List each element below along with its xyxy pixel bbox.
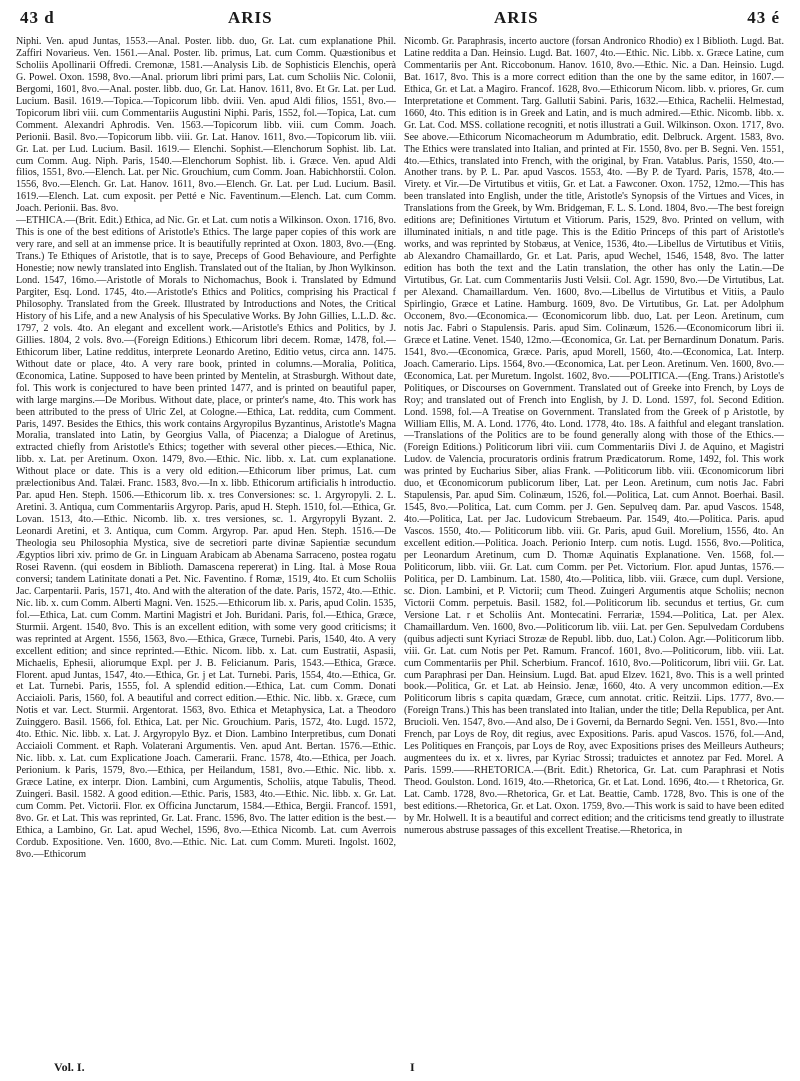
volume-signature: Vol. I. (54, 1060, 85, 1074)
left-column (16, 36, 396, 1077)
left-column-para-1: Niphi. Ven. apud Juntas, 1553.—Anal. Poster. libb. duo, Gr. Lat. cum explanatione Phil. Zaffiri Novarieus. Ven. 1561.—Anal. Poster. lib. primus, Lat. cum Comm. Quæstionibus et Scholiis Apollinarii Offredi. Cremonæ, 1581.—Analysis Lib. de Sophisticis Elenchis, operà G. Powel. Oxon. 1598, 8vo.—Anal. priorum libri primi pars, Lat. cum Scholiis Nic. Colonii, Bergomi, 1601, 8vo.—Anal. poster. libb. duo, Gr. Lat. Hanov. 1611, 8vo. Et Gr. Lat. per Lud. Lucium. Basil. 1619.—Topica.—Topicorum libb. dviii. Ven. apud Aldi filios, 1551, 8vo.—Topicorum libri viii. cum Commentariis Augustini Niphi. Paris, 1552, fol.—Topica, Lat. cum Comment. Alexandri Aphrodis. Ven. 1563.—Topicorum libb. viii. cum Comm. Joach. Perionii. Basil. 8vo.—Topicorum libb. viii. Gr. Lat. Hanov. 1611, 8vo.—Topicorum lib. viii. Gr. Lat. per Lud. Lucium. Basil. 1619.— Elenchi. Sophist.—Elenchorum Sophist. lib. Lat. cum Comm. Aug. Niph. Paris, 1540.—Elenchorum Sophist. lib. i. Græce. Ven. apud Aldi filios, 1551, 8vo.—Elench. Lat. per Nic. Grouchium, cum Comm. Joan. Habichhorstii. Colon. 1556, 8vo.—Elench. Gr. Lat. Hanov. 1611, 8vo.—Elench. Gr. Lat. per Lud. Lucium. Basil. 1619.—Elench. Lat. cum exposit. per Petté e Nic. Faventinum.—Elench. Lat. cum Comm. Joach. Perionii. Bas. 8vo. (16, 36, 396, 215)
right-column (404, 36, 784, 1077)
right-column-text: Nicomb. Gr. Paraphrasis, incerto auctore (forsan Andronico Rhodio) ex l Biblioth. Lugd. Bat. Latine reddita a Dan. Heinsio. Lugd. Bat. 1607, 4to.—Ethic. Nic. Libb. x. Græce Latine, cum Commentariis per Ant. Riccobonum. Hanov. 1610, 8vo.—Ethic. Nic. a Dan. Heinsio. Lugd. Bat. 1617, 8vo. This is a more correct edition than the one by the same editor, in 1607.—Ethica, Gr. et Lat. a Magiro. Francof. 1628, 8vo.—Ethicorum Nicom. libb. v. priores, Gr. cum Interpretatione et Comment. Targ. Gallutii Sabini. Paris, 1632.—Ethica, Rachelii. Helmestad, 1660, 4to. This edition is in Greek and Latin, and is much admired.—Ethic. Nicomb. libb. x. Gr. Lat. Cod. MSS. collatione recogniti, et notis illustrati a Guil. Wilkinson. Oxon. 1717, 8vo. See above.—Ethicorum Nicomacheorum m Adumbratio, edit. Delbruck. Argent. 1583, 8vo. The Ethics were translated into Italian, and printed at Fir. 1550, 8vo. per B. Segni. Ven. 1551, 4to.—Ethics, translated into French, with the original, by Fran. Vatablus. Paris, 1550, 4to.—Another trans. by P. L. Par. apud Vascos. 1553, 4to. —By P. de Tyard. Paris, 1578, 4to.—Virety. et Vir.—De Virtutibus et vitiis, Gr. et Lat. a Fawconer. Oxon. 1752, 12mo.—This has been translated into English, under the title, Aristotle's Synopsis of the Virtues and Vices, in Translations from the Greek, by Wm. Bridgeman, F. L. S. Lond. 1804, 8vo.—The best foreign editions are; Definitiones Virtutum et Vitiorum. Paris, 1529, 8vo. Printed on vellum, with illuminated initials, n and title page. This is the Editio Princeps of this part of Aristotle's works, and was reprinted by Stobæus, at Venice, 1536, 4to.—Libellus de Virtutibus et Vitiis, ab Alexandro Chamaillardo, Gr. et Lat. Paris, apud Wechel, 1546, 1548, 8vo. The latter edition has both the text and the Latin translation, the other has only the Latin.—De Virtutibus, Gr. Lat. cum Commentariis Justi Velsii. Col. Agr. 1590, 8vo.—De Virtutibus, Lat. per Alexand. Chamaillardum. Ven. 1600, 8vo.—Libellus de Virtutibus et Vitiis, a Paulo Spirlingio, Græce et Latine. Hamburg. 1609, 8vo. De Virtutibus, Gr. Lat. per Adolphum Occonem, 8vo.—Œconomica.— Œconomicorum libb. duo, Lat. per Leon. Aretinum, cum notis Jac. Fabri o Stapulensis. Paris. apud Sim. Colinæum, 1526.—Œconomicorum libri ii. Græce et Latine. Venet. 1540, 12mo.—Œconomica, Gr. Lat. per Bernardinum Donatum. Paris. 1541, 8vo.—Œconomica, Græce. Paris, apud Morell, 1560, 4to.—Œconomica, Lat. Interp. Joach. Camerario. Lips. 1564, 8vo.—Œconomica, Lat. per Leon. Aretinum. Ven. 1600, 8vo.— Œconomica, Lat. per Muretum. Ingolst. 1602, 8vo.——POLITICA.—(Eng. Trans.) Aristotle's Politiques, or Discourses on Government. Translated out of Greeke into French, by Loys de Roy; and translated out of French into English, by J. D. Lond. 1597, fol. Second Edition. Lond. 1598, fol.—A Treatise on Government. Translated from the Greek of p Aristotle, by William Ellis, M. A. Lond. 1776, 4to. Lond. 1778, 4to. 18s. A faithful and elegant translation.—Translations of the Politics are to be found generally along with those of the Ethics.—(Foreign Editions.) Politicorum libri viii. cum Commentariis Divi J. de Aquino, et Magistri Ludov. de Valencia, procuratoris ordinis fratrum Prædicatorum. Rome, 1492, fol. This work was printed by Eucharius Siber, alias Frank. —Politicorum libb. viii. Œconomicorum libri duo, et Œconomicorum publicorum liber, Lat. per Leon. Aretinum, cum notis Jac. Fabri Stapulensis, Par. apud Sim. Colinæum, 1526, fol.—Politica, Lat. cum Annot. Boerhai. Basil. 1545, 8vo.—Politica, Lat. cum Comm. per J. Gen. Sepulveq dam. Par. apud Vascos. 1548, 4to.—Politica, Lat. per Jac. Ludovicum Strebaeum. Par. 1549, 4to.—Politica. Paris. apud Vascos. 1550, 4to.— Politicorum libb. viii. Gr. Paris, apud Guil. Morelium, 1556, 4to. An excellent edition.—Politica. Joach. Perionio Interp. cum notis. Lugd. 1556, 8vo.—Politica, per Leonardum Aretinum, cum D. Thomæ Aquinatis Explanatione. Ven. 1568, fol.—Politicorum, libb. viii. Gr. Lat. cum Comm. per Pet. Victorium. Flor. apud Juntas, 1576.—Politica, per D. Lambinum. Lat. 1580, 4to.—Politica, libb. viii. Græce, cum dupl. Versione, sc. Dion. Lambini, et P. Victorii; cum Theod. Zuingeri Argumentis atque Scholiis; necnon Victorii Comm. perpetuis. Basil. 1582, fol.—Politicorum lib. secundus et tertius, Gr. cum Versione Lat. r et Scholiis Ant. Montecatini. Ferrariæ, 1594.—Politica, Lat. per Alex. Chamaillardum. Ven. 1600, 8vo.—Politicorum lib. viii. Lat. per Gen. Sepulvedam Cordubens (quibus adjecti sunt Kyriaci Strozæ de Republ. libb. duo, Lat.) Colon. Agr.—Politicorum libb. viii. Gr. Lat. cum Notis per Pet. Ramum. Francof. 1601, 8vo.—Politicorum, libb. viii. Lat. cum Commentariis per Phil. Scherbium. Francof. 1610, 8vo.—Politicorum, libri viii. Gr. Lat. cum Paraphrasi per Dan. Heinsium. Lugd. Bat. apud Elzev. 1621, 8vo. This is a well printed book.—Politica, Gr. et Lat. ab Heinsio. Jenæ, 1660, 4to. A very uncommon edition.—Ex Politicorum libris s capita quædam, Græce, cum annotat. critic. Reitzii. Lips. 1777, 8vo.—(Foreign Trans.) This has been translated into Italian, under the title; Della Republica, per Ant. Brucioli. Ven. 1547, 8vo.—And also, De i Governi, da Bernardo Segni. Ven. 1551, 8vo.—Into French, par Loys de Roy, dit regius, avec Expositions. Paris. apud Vascos. 1576, fol.—And, Les Politiques en François, par Loys de Roy, avec Expositions prises des Meilleurs Autheurs; augmentees du ix. et x. livres, par Kyriac Strossi; traduictes et annotez par Fed. Morel. A Paris. 1599.——RHETORICA.—(Brit. Edit.) Rhetorica, Gr. Lat. cum Paraphrasi et Notis Theod. Goulston. Lond. 1619, 4to.—Rhetorica, Gr. et Lat. Lond. 1696, 4to.— t Rhetorica, Gr. Lat. Camb. 1728, 8vo.—Rhetorica, Gr. et Lat. Beattie, Camb. 1728, 8vo. This is one of the best editions.—Rhetorica, Gr. et Lat. Oxon. 1759, 8vo.—This work is said to have been edited by Mr. Holwell. It is a beautiful and correct edition; and the criticisms tend greatly to illustrate numerous abstruse passages of this excellent Treatise.—Rhetorica, in (404, 36, 784, 836)
left-column-para-2: —ETHICA.—(Brit. Edit.) Ethica, ad Nic. Gr. et Lat. cum notis a Wilkinson. Oxon. 1716, 8vo. This is one of the best editions of Aristotle's Ethics. The large paper copies of this work are very rare, and sell at an immense price. It is beautifully reprinted at Oxon. 1803, 8vo.—(Eng. Trans.) Te Ethiques of Aristotle, that is to saye, Preceps of Good Behavioure, and Perfighte Honestie; now newly translated into English. Translated out of the Italian, by Jhon Wylkinson. Lond. 1547, 16mo.—Aristotle of Morals to Nichomachus, Book i. Translated by Edmund Pargiter, Esq. Lond. 1745, 4to.—Aristotle's Ethics and Politics, comprising his Practical f Philosophy. Translated from the Greek. Illustrated by Introductions and Notes, the Critical History of his Life, and a new Analysis of his Speculative Works. By John Gillies, L.L.D. &c. 1797, 2 vols. 4to. An elegant and excellent work.—Aristotle's Ethics and Politics, by J. Gillies. 1804, 2 vols. 8vo.—(Foreign Editions.) Ethicorum libri decem. Romæ, 1478, fol.—Ethicorum liber, Latine redditus, interprete Leonardo Aretino, Editio vetus, circa ann. 1475. Without date or place, 4to. A very rare book, printed in columns.—Moralia, Politica, Œconomica, Latine. Supposed to have been printed by Mentelin, at Strasburgh. Without date, fol. This work is conjectured to have been printed 1477, and is printed on beautiful paper, with large margins.—De Moribus. Without date, place, or printer's name, 4to. This work has been attributed to the press of Ulric Zel, at Cologne.—Ethica, Lat. reddita, cum Comment. Paris, 1497. Besides the Ethics, this work contains Argyropilus Byzantinus, Aristotle's Magna Moralia, translated into Latin, by Georgius Valla, of Piacenza; a Dialogue of Aretinus, extracted chiefly from Aristotle's Ethics; together with several other pieces.—Ethica, Nic. libb. x. Lat. per Aretinum. Oxon. 1479, 8vo.—Ethic. Nic. libb. x. Lat. cum explanatione. Without place or date. This is a very old edition.—Ethicorum liber primus, Lat. cum prælectionibus And. Talæi. Franc. 1583, 8vo.—In x. libb. Ethicorum artificialis h introductio. Par. apud Hen. Steph. 1506.—Ethicorum lib. x. tres Conversiones: sc. 1. Argyropyli. 2. L. Aretini. 3. Antiqua, cum Commentariis Argyrop. Paris, apud H. Steph. 1510, fol.—Ethica, Gr. Lovan. 1513, 4to.—Ethic. Nicomb. lib. x. tres versiones, sc. 1. Argyropyli Byzant. 2. Leonardi Aretini, et 3. Antiqua, cum Comm. Argyrop. Par. apud Hen. Steph. 1516.—De Theologia seu Philosophia Mystica, sive de secretiori parte divinæ Sapientiæ secundum Ægyptios libri xiv. primo de Gr. in Linguam Arabicam ab Abenama Sarraceno, postea rogatu Rosei Ravenn. (qui eosdem in Biblioth. Damascena repererat) in Ling. Ital. à Mose Roua conversi; tandem Latinitate donati a Pet. Nic. Faventino. f Romæ, 1519, 4to. Et cum Scholiis Jac. Carpentarii. Paris, 1571, 4to. And with the alteration of the date. Paris, 1572, 4to.—Ethic. Nic. lib. x. cum Comm. Alberti Magni. Ven. 1525.—Ethicorum lib. x. Paris, apud Colin. 1535, fol.—Ethica, Lat. cum Comm. Martini Magistri et Joh. Buridani. Paris, fol.—Ethica, Græce, Sturmii. Argent. 1540, 8vo. This is an excellent edition, with some very good criticisms; it was reprinted at Argent. 1556, 1563, 8vo.—Ethica, Græce, Turnebi. Paris, 1540, 4to. A very excellent edition; and since reprinted.—Ethic. Nicom. libb. x. Lat. cum Eustratii, Aspasii, Michaelis, Ephesii, aliorumque Expl. per J. B. Felicianum. Paris, 1543.—Ethica, Græce. Florent. apud Juntas, 1547, 4to.—Ethica, Gr. j et Lat. Turnebi. Paris, 1554, 4to.—Ethica, Gr. et Lat. Turnebi. Paris, 1555, fol. A splendid edition.—Ethica, Lat. cum Comm. Donati Acciaioli. Paris, 1560, fol. A beautiful and correct edition.—Ethic. Nic. libb. x. Græce, cum Notis et var. Lect. Sturmii. Argentorat. 1563, 8vo. Ethica et Metaphysica, Lat. a Theodoro Zuinggero. Basil. 1566, fol. Ethica, Lat. per Nic. Grouchium. Paris, 1572, 4to. Lugd. 1572, 4to. Ethic. Nic. libb. x. Lat. J. Argyropylo Byz. et Dion. Lambino Interpretibus, cum Donati Acciaioli Comment. et Raph. Volaterani Argumentis. Ven. apud Ant. Bertan. 1576.—Ethic. Nic. libb. x. Lat. cum Explicatione Joach. Camerarii. Franc. 1578, 4to.—Ethica, per Joach. Perionium. k Paris, 1579, 8vo.—Ethica, per Heilandum, 1581, 8vo.—Ethic. Nic. libb. x. Græce Latine, ex interpr. Dion. Lambini, cum Argumentis, Scholiis, atque Tabulis, Theod. Zuingeri. Basil. 1582. A good edition.—Ethic. Paris, 1583, 4to.—Ethic. Nic. libb. x. Gr. Lat. cum Comm. Pet. Victorii. Flor. ex Officina Junctarum, 1584.—Ethica, Bergii. Francof. 1591, 8vo. Gr. et Lat. This was reprinted, Gr. Lat. Franc. 1596, 8vo. The latter edition is the best.—Ethica, a Lambino, Gr. Lat. apud Wechel, 1596, 8vo.—Ethica Nicomb. Lat. cum Averrois Cordub. Expositione. Ven. 1600, 8vo.—Ethic. Nic. Lat. cum Comm. Mureti. Ingolst. 1602, 8vo.—Ethicorum (16, 215, 396, 860)
running-header (16, 8, 784, 30)
left-page-number: 43 d (20, 8, 55, 27)
sheet-signature: I (410, 1060, 415, 1074)
left-headword: ARIS (228, 8, 273, 27)
text-columns (16, 36, 784, 1077)
right-headword: ARIS (494, 8, 539, 27)
right-page-number: 43 é (747, 8, 780, 27)
